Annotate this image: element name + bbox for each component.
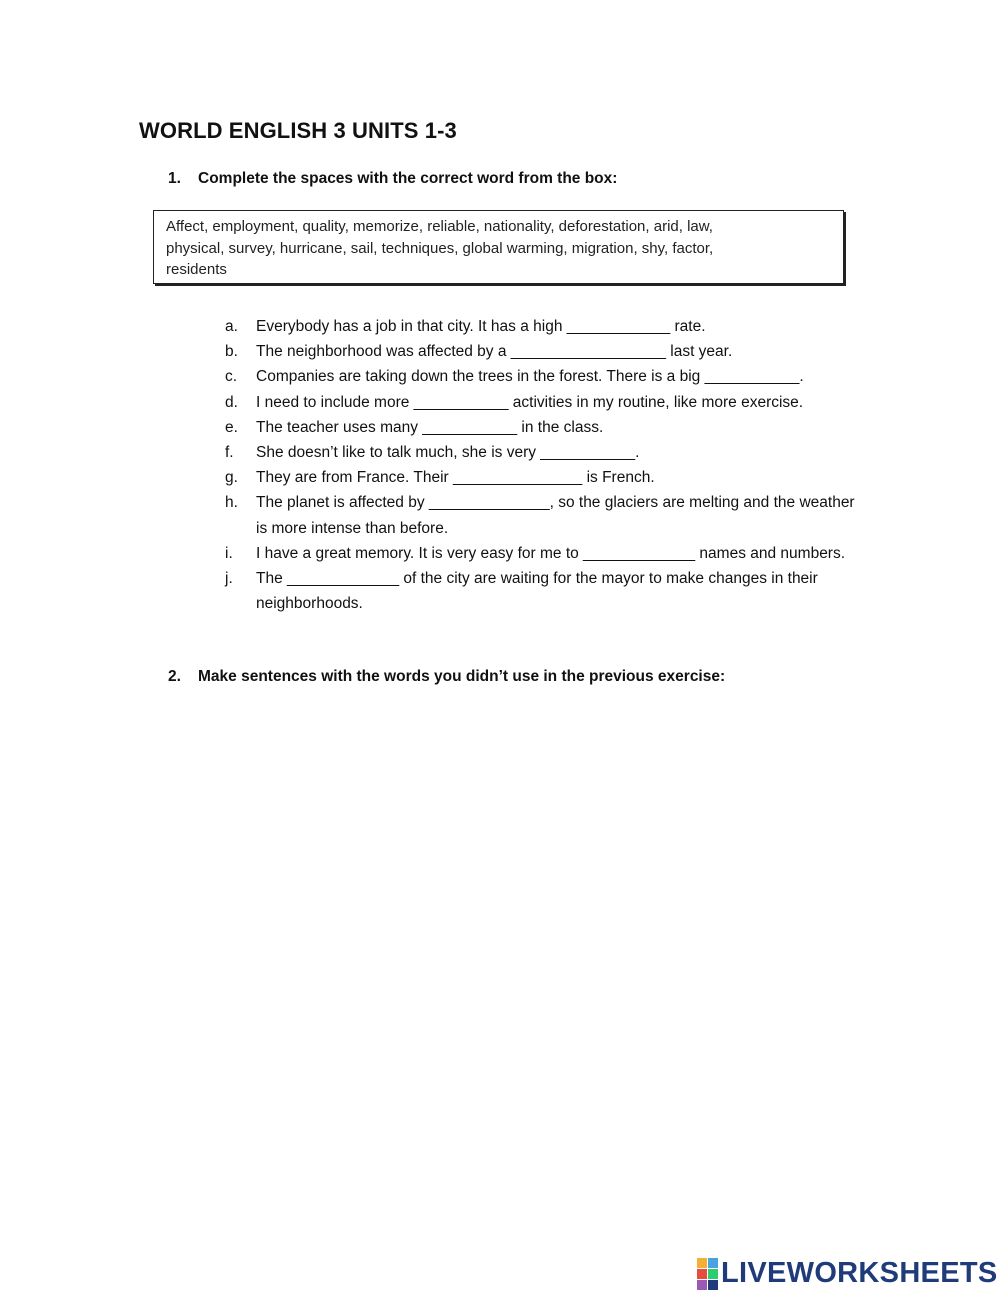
- logo-block: [708, 1258, 718, 1268]
- item-letter: d.: [225, 393, 238, 411]
- item-letter: b.: [225, 343, 238, 361]
- logo-block: [697, 1280, 707, 1290]
- liveworksheets-logo: [697, 1257, 998, 1290]
- word-box: [153, 210, 844, 284]
- logo-block: [708, 1269, 718, 1279]
- item-letter: e.: [225, 418, 238, 436]
- section-1-heading: [168, 170, 617, 188]
- item-letter: j.: [225, 570, 233, 588]
- exercise-item: [225, 339, 865, 364]
- item-letter: i.: [225, 544, 233, 562]
- item-text: The _____________ of the city are waiting for the mayor to make changes in their neighborhoods.: [256, 570, 818, 613]
- logo-blocks-icon: [697, 1258, 718, 1290]
- word-box-line: physical, survey, hurricane, sail, techniques, global warming, migration, shy, factor,: [166, 239, 714, 257]
- exercise-item: [225, 314, 865, 339]
- section-2-text: Make sentences with the words you didn’t use in the previous exercise:: [198, 668, 726, 685]
- exercise-item: [225, 465, 865, 490]
- logo-block: [697, 1269, 707, 1279]
- exercise-item: [225, 490, 865, 540]
- section-2-heading: [168, 668, 725, 686]
- item-letter: c.: [225, 368, 238, 386]
- exercise-item: [225, 541, 865, 566]
- item-text: I need to include more ___________ activities in my routine, like more exercise.: [256, 393, 804, 411]
- item-letter: h.: [225, 494, 238, 512]
- exercise-list: [225, 314, 865, 616]
- item-text: The planet is affected by ______________, so the glaciers are melting and the weather is more intense than before.: [256, 494, 855, 537]
- section-1-text: Complete the spaces with the correct word from the box:: [198, 170, 618, 187]
- section-2-number: 2.: [168, 668, 181, 685]
- exercise-item: [225, 390, 865, 415]
- item-text: The neighborhood was affected by a __________________ last year.: [256, 343, 733, 361]
- word-box-line: Affect, employment, quality, memorize, reliable, nationality, deforestation, arid, law,: [166, 218, 713, 235]
- exercise-item: [225, 415, 865, 440]
- item-text: The teacher uses many ___________ in the class.: [256, 418, 604, 436]
- item-text: They are from France. Their _______________ is French.: [256, 469, 655, 487]
- page-title: WORLD ENGLISH 3 UNITS 1-3: [139, 118, 457, 143]
- item-text: Companies are taking down the trees in the forest. There is a big ___________.: [256, 368, 804, 386]
- exercise-item: [225, 440, 865, 465]
- logo-block: [697, 1258, 707, 1268]
- section-1-number: 1.: [168, 170, 181, 187]
- exercise-item: [225, 364, 865, 389]
- item-letter: f.: [225, 444, 234, 462]
- item-text: Everybody has a job in that city. It has a high ____________ rate.: [256, 318, 706, 335]
- item-text: I have a great memory. It is very easy for me to _____________ names and numbers.: [256, 544, 846, 562]
- logo-block: [708, 1280, 718, 1290]
- exercise-item: [225, 566, 865, 616]
- item-text: She doesn’t like to talk much, she is very ___________.: [256, 444, 640, 462]
- item-letter: a.: [225, 318, 238, 335]
- word-box-line: residents: [166, 261, 227, 278]
- logo-text: LIVEWORKSHEETS: [721, 1257, 998, 1289]
- item-letter: g.: [225, 469, 238, 487]
